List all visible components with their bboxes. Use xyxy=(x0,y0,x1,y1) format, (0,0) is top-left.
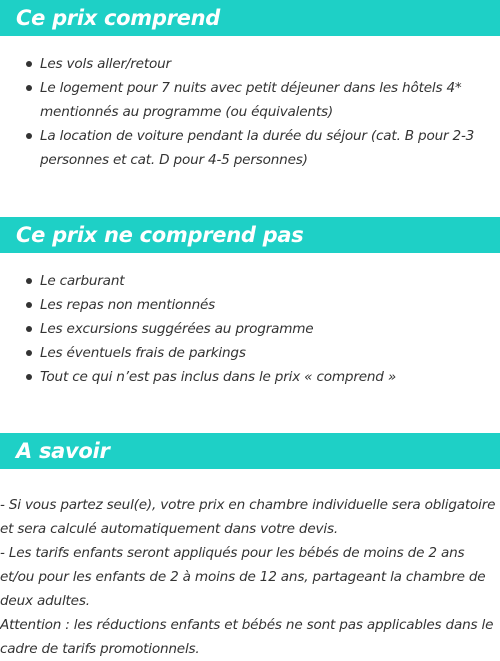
info-paragraph: - Les tarifs enfants seront appliqués pour les bébés de moins de 2 ans et/ou pour les enfants de 2 à moins de 12 ans, partageant la chambre de deux adultes. xyxy=(0,545,486,609)
list-item xyxy=(0,293,500,317)
list-item-text: Les repas non mentionnés xyxy=(40,297,216,313)
section-title-info: A savoir xyxy=(0,433,500,469)
list-item xyxy=(0,341,500,365)
list-item xyxy=(0,365,500,389)
bullet-icon xyxy=(26,61,32,67)
section-title-includes: Ce prix comprend xyxy=(0,0,500,36)
list-item xyxy=(0,317,500,341)
list-item-text: Tout ce qui n’est pas inclus dans le prix « comprend » xyxy=(40,369,397,385)
list-item-text: La location de voiture pendant la durée du séjour (cat. B pour 2-3 personnes et cat. D pour 4-5 personnes) xyxy=(40,128,475,168)
section-title-excludes: Ce prix ne comprend pas xyxy=(0,217,500,253)
bullet-icon xyxy=(26,302,32,308)
list-item xyxy=(0,124,500,172)
info-paragraph: Attention : les réductions enfants et bébés ne sont pas applicables dans le cadre de tarifs promotionnels. xyxy=(0,617,494,657)
list-item-text: Les vols aller/retour xyxy=(40,56,171,72)
bullet-icon xyxy=(26,278,32,284)
list-item-text: Le logement pour 7 nuits avec petit déjeuner dans les hôtels 4* mentionnés au programme (ou équivalents) xyxy=(40,80,462,120)
bullet-icon xyxy=(26,326,32,332)
list-item-text: Les excursions suggérées au programme xyxy=(40,321,314,337)
info-text xyxy=(0,493,500,661)
list-item-text: Les éventuels frais de parkings xyxy=(40,345,246,361)
list-item xyxy=(0,76,500,124)
bullet-icon xyxy=(26,85,32,91)
list-item xyxy=(0,269,500,293)
bullet-icon xyxy=(26,133,32,139)
includes-list xyxy=(0,52,500,172)
bullet-icon xyxy=(26,350,32,356)
info-paragraph: - Si vous partez seul(e), votre prix en chambre individuelle sera obligatoire et sera calculé automatiquement dans votre devis. xyxy=(0,497,496,537)
excludes-list xyxy=(0,269,500,389)
list-item-text: Le carburant xyxy=(40,273,125,289)
list-item xyxy=(0,52,500,76)
bullet-icon xyxy=(26,374,32,380)
